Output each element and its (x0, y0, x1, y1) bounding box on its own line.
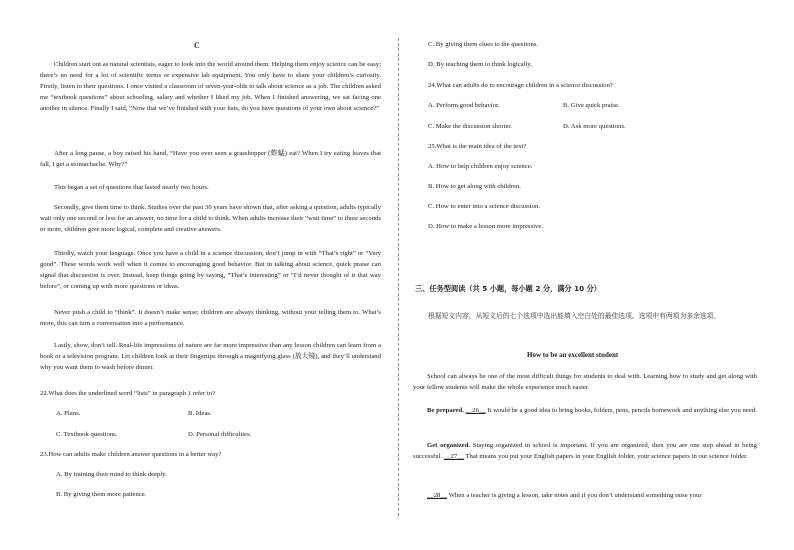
paragraph-5: Thirdly, watch your language. Once you have a child in a science discussion, don’t jump in with “That’s right” or “Very good”. These words work well when it comes to encouraging good behavior. But in talking about science, quick praise can signal that discussion is over. Instead, keep things going by saying, “That’s interesting” or “I’d never thought of it that way before”, or coming up with more questions or ideas. (40, 250, 381, 290)
paragraph-2: After a long pause, a boy raised his hand, “Have you ever seen a grasshopper (蚱蜢) eat? When I try eating leaves that fall, I get a stomachache. Why?” (40, 150, 381, 168)
section-letter: C (194, 41, 200, 50)
paragraph-body: That means you put your English papers in your English folder, your science papers in our science folder. (465, 453, 748, 460)
q25-option-d: D. How to make a lesson more impressive. (428, 223, 543, 230)
q24-option-a: A. Perform good behavior. (428, 102, 500, 109)
section-3-instruction: 根据短文内容，从短文后的七个选项中选出能填入空白处的最佳选项。选项中有两项为多余选项。 (428, 312, 721, 320)
column-divider (398, 38, 399, 516)
q22-option-d: D. Personal difficulties. (188, 431, 252, 438)
q24-option-b: B. Give quick praise. (563, 102, 620, 109)
blank-26: __26__ (465, 407, 486, 414)
article-paragraph-4 (413, 490, 757, 501)
question-25: 25.What is the main idea of the text? (428, 143, 527, 150)
paragraph-4: Secondly, give them time to think. Studies over the past 30 years have shown that, after asking a question, adults typically wait only one second or less for an answer, no time for a child to think. When adults increase their “wait time” to three seconds or more, children give more logical, complete and creative answers. (40, 204, 381, 233)
q23-option-d: D. By teaching them to think logically. (428, 61, 532, 68)
q24-option-d: D. Ask more questions. (563, 123, 626, 130)
q25-option-b: B. How to get along with children. (428, 183, 521, 190)
question-23: 23.How can adults make children answer questions in a better way? (40, 451, 222, 458)
q22-option-b: B. Ideas. (188, 410, 212, 417)
article-paragraph-2 (413, 405, 757, 416)
q23-option-c: C. By giving them clues to the questions. (428, 41, 539, 48)
blank-27: __27__ (443, 453, 464, 460)
blank-28: __28__ (427, 492, 448, 499)
question-24: 24.What can adults do to encourage children in a science discussion? (428, 82, 613, 89)
q25-option-a: A. How to help children enjoy science. (428, 163, 533, 170)
paragraph-lead: Get organized. (427, 442, 471, 449)
q22-option-c: C. Textbook questions. (56, 431, 118, 438)
paragraph-1: Children start out as natural scientists, eager to look into the world around them. Helping them enjoy science can be easy; there’s no need for a lot of scientific terms or expensive lab equipment. You only have to share your children’s curiosity. Firstly, listen to their questions. I once visited a classroom of seven-year-olds to talk about science as a job. The children asked me “textbook questions” about schooling, salary and whether I liked my job. When I finished answering, we sat facing one another in silence. Finally I said, “Now that we’ve finished with your lists, do you have questions of your own about science?” (40, 61, 381, 112)
paragraph-3: This began a set of questions that lasted nearly two hours. (54, 184, 209, 191)
q23-option-b: B. By giving them more patience. (56, 491, 147, 498)
paragraph-body: Staying organized in school is important. If you are organized, then you are one step ahead in being successful. (413, 442, 757, 460)
q22-option-a: A. Plans. (56, 410, 81, 417)
article-title: How to be an excellent student (527, 351, 619, 359)
paragraph-6: Never push a child to “think”. It doesn’t make sense; children are always thinking, without your telling them to. What’s more, this can turn a conversation into a performance. (40, 309, 381, 327)
paragraph-lead: Be prepared. (427, 407, 464, 414)
q23-option-a: A. By training their mind to think deeply. (56, 471, 167, 478)
q24-option-c: C. Make the discussion shorter. (428, 123, 512, 130)
section-3-title: 三、任务型阅读（共 5 小题，每小题 2 分，满分 10 分） (415, 284, 601, 293)
article-paragraph-1: School can always be one of the most difficult things for students to deal with. Learning how to study and get along with your fellow students will make the whole experience much easier. (413, 373, 757, 391)
paragraph-7: Lastly, show, don’t tell. Real-life impressions of nature are far more impressive than any lesson children can learn from a book or a television program. Let children look at their fingertips through a magnifying glass (放大镜), and they’ll understand why you want them to wash before dinner. (40, 342, 381, 371)
article-paragraph-3 (413, 440, 757, 462)
question-22: 22.What does the underlined word “lists” in paragraph 1 refer to? (40, 390, 216, 397)
paragraph-body: When a teacher is giving a lesson, take notes and if you don’t understand something raise your (448, 492, 702, 499)
paragraph-body: It would be a good idea to bring books, folders, pens, pencils homework and anything else you need. (487, 407, 757, 414)
q25-option-c: C. How to enter into a science discussion. (428, 203, 540, 210)
